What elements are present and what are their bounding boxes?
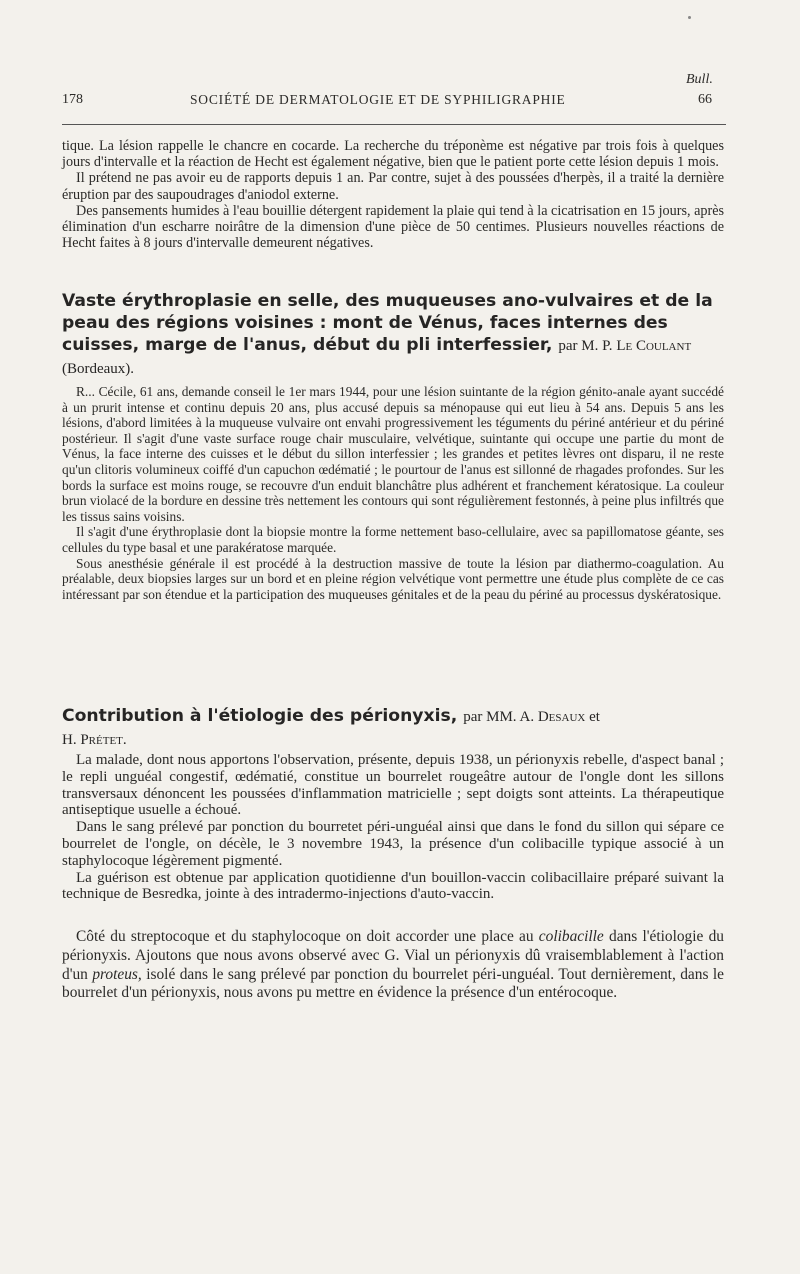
author-initial: H. xyxy=(62,732,77,748)
paragraph: La malade, dont nous apportons l'observation, présente, depuis 1938, un périonyxis rebelle, d'aspect banal ; le repli unguéal congestif, œdématié, constitue un bourrelet rougeâtre autour de l'ongle dont les sillons transversaux dénoncent les poussées d'inflammation matricielle ; sept doigts sont atteints. La thérapeutique antiseptique usuelle a échoué. xyxy=(62,752,724,819)
author-affiliation: (Bordeaux). xyxy=(62,361,135,377)
discussion-part: isolé dans le sang prélevé par ponction du bourrelet péri-unguéal. Tout dernièrement, dans le bourrelet d'un périonyxis, nous avons pu mettre en évidence la présence d'un entérocoque. xyxy=(62,965,724,1002)
discussion-part: dans l'étiologie du périonyxis. Ajoutons que nous avons observé avec G. Vial un périonyxis dû vraisemblablement à l'action d'un xyxy=(62,928,724,983)
byline-connector: et xyxy=(589,709,600,725)
italic-term: proteus, xyxy=(92,965,142,983)
article-2-title: Contribution à l'étiologie des périonyxis, xyxy=(62,706,458,726)
italic-term: colibacille xyxy=(538,928,604,945)
article-1-body xyxy=(62,384,724,602)
paragraph: La guérison est obtenue par application quotidienne d'un bouillon-vaccin colibacillaire préparé suivant la technique de Besredka, jointe à des intradermo-injections d'auto-vaccin. xyxy=(62,869,724,903)
paragraph: Il s'agit d'une érythroplasie dont la biopsie montre la forme nettement baso-cellulaire, avec sa papillomatose géante, ses cellules du type basal et une parakératose marquée. xyxy=(62,524,724,555)
running-title: SOCIÉTÉ DE DERMATOLOGIE ET DE SYPHILIGRAPHIE xyxy=(190,92,566,107)
article-2-body xyxy=(62,752,724,903)
article-2-discussion xyxy=(62,928,724,1003)
article-2-heading xyxy=(62,705,724,751)
article-1-title: Vaste érythroplasie en selle, des muqueuses ano-vulvaires et de la peau des régions voisines : mont de Vénus, faces internes des cuisses, marge de l'anus, début du pli interfessier, xyxy=(62,291,713,355)
paragraph: Il prétend ne pas avoir eu de rapports depuis 1 an. Par contre, sujet à des poussées d'herpès, il a traité la dernière éruption par des saupoudrages d'aniodol externe. xyxy=(62,170,724,203)
paragraph: Sous anesthésie générale il est procédé à la destruction massive de toute la lésion par diathermo-coagulation. Au préalable, deux biopsies larges sur un bord et en pleine région velvétique vont permettre une étude plus complète de ce cas intéressant par son étendue et la participation des muqueuses génitales et de la peau du périné au processus dyskératosique. xyxy=(62,555,724,602)
paragraph: tique. La lésion rappelle le chancre en cocarde. La recherche du tréponème est négative par trois fois à quelques jours d'intervalle et la réaction de Hecht est également négative, bien que le patient porte cette lésion depuis 1 mois. xyxy=(62,138,724,171)
paragraph: R... Cécile, 61 ans, demande conseil le 1er mars 1944, pour une lésion suintante de la région génito-anale ayant succédé à un prurit intense et continu depuis 20 ans, plus accusé depuis sa ménopause qui eut lieu à 54 ans. Depuis 5 ans les lésions, d'abord limitées à la muqueuse vulvaire ont envahi progressivement les téguments du périné antérieur et du périné postérieur. Il s'agit d'une vaste surface rouge chair musculaire, velvétique, suintante qui occupe une partie du mont de Vénus, la face interne des cuisses et le début du sillon interfessier ; les grandes et petites lèvres ont disparu, il ne reste qu'un clitoris volumineux coiffé d'un capuchon œdématié ; le pourtour de l'anus est sillonné de rhagades profondes. Sur les bords la surface est moins rouge, se recouvre d'un enduit blanchâtre plus adhérent et franchement kératosique. La couleur brun violacé de la bordure en dessine très nettement les contours qui sont régulièrement festonnés, à peine plus infiltrés que les tissus sains voisins. xyxy=(62,384,724,524)
author-name: Prétet. xyxy=(80,732,127,748)
discussion-part: Côté du streptocoque et du staphylocoque on doit accorder une place au xyxy=(76,928,534,945)
page-number: 178 xyxy=(62,92,83,107)
paragraph: Des pansements humides à l'eau bouillie détergent rapidement la plaie qui tend à la cicatrisation en 15 jours, après élimination d'un escharre noirâtre de la dimension d'une pièce de 50 centimes. Plusieurs nouvelles réactions de Hecht faites à 8 jours d'intervalle demeurent négatives. xyxy=(62,202,725,252)
header-rule xyxy=(62,124,726,125)
article-1-heading xyxy=(62,290,724,380)
paragraph: Dans le sang prélevé par ponction du bourretet péri-unguéal ainsi que dans le fond du sillon qui sépare ce bourrelet de l'ongle, on décèle, le 3 novembre 1943, la présence d'un colibacille typique associé à un staphylocoque légèrement pigmenté. xyxy=(62,819,724,869)
byline-prefix: par MM. A. xyxy=(463,709,535,725)
issue-number: 66 xyxy=(698,92,712,107)
byline-prefix: par M. P. xyxy=(558,338,613,354)
paragraph xyxy=(62,928,724,1003)
running-head xyxy=(62,92,712,114)
author-name: Desaux xyxy=(537,709,586,725)
continued-case-text xyxy=(62,138,724,251)
page-speck xyxy=(688,16,691,19)
journal-mark: Bull. xyxy=(686,72,713,87)
author-name: Le Coulant xyxy=(616,338,692,354)
